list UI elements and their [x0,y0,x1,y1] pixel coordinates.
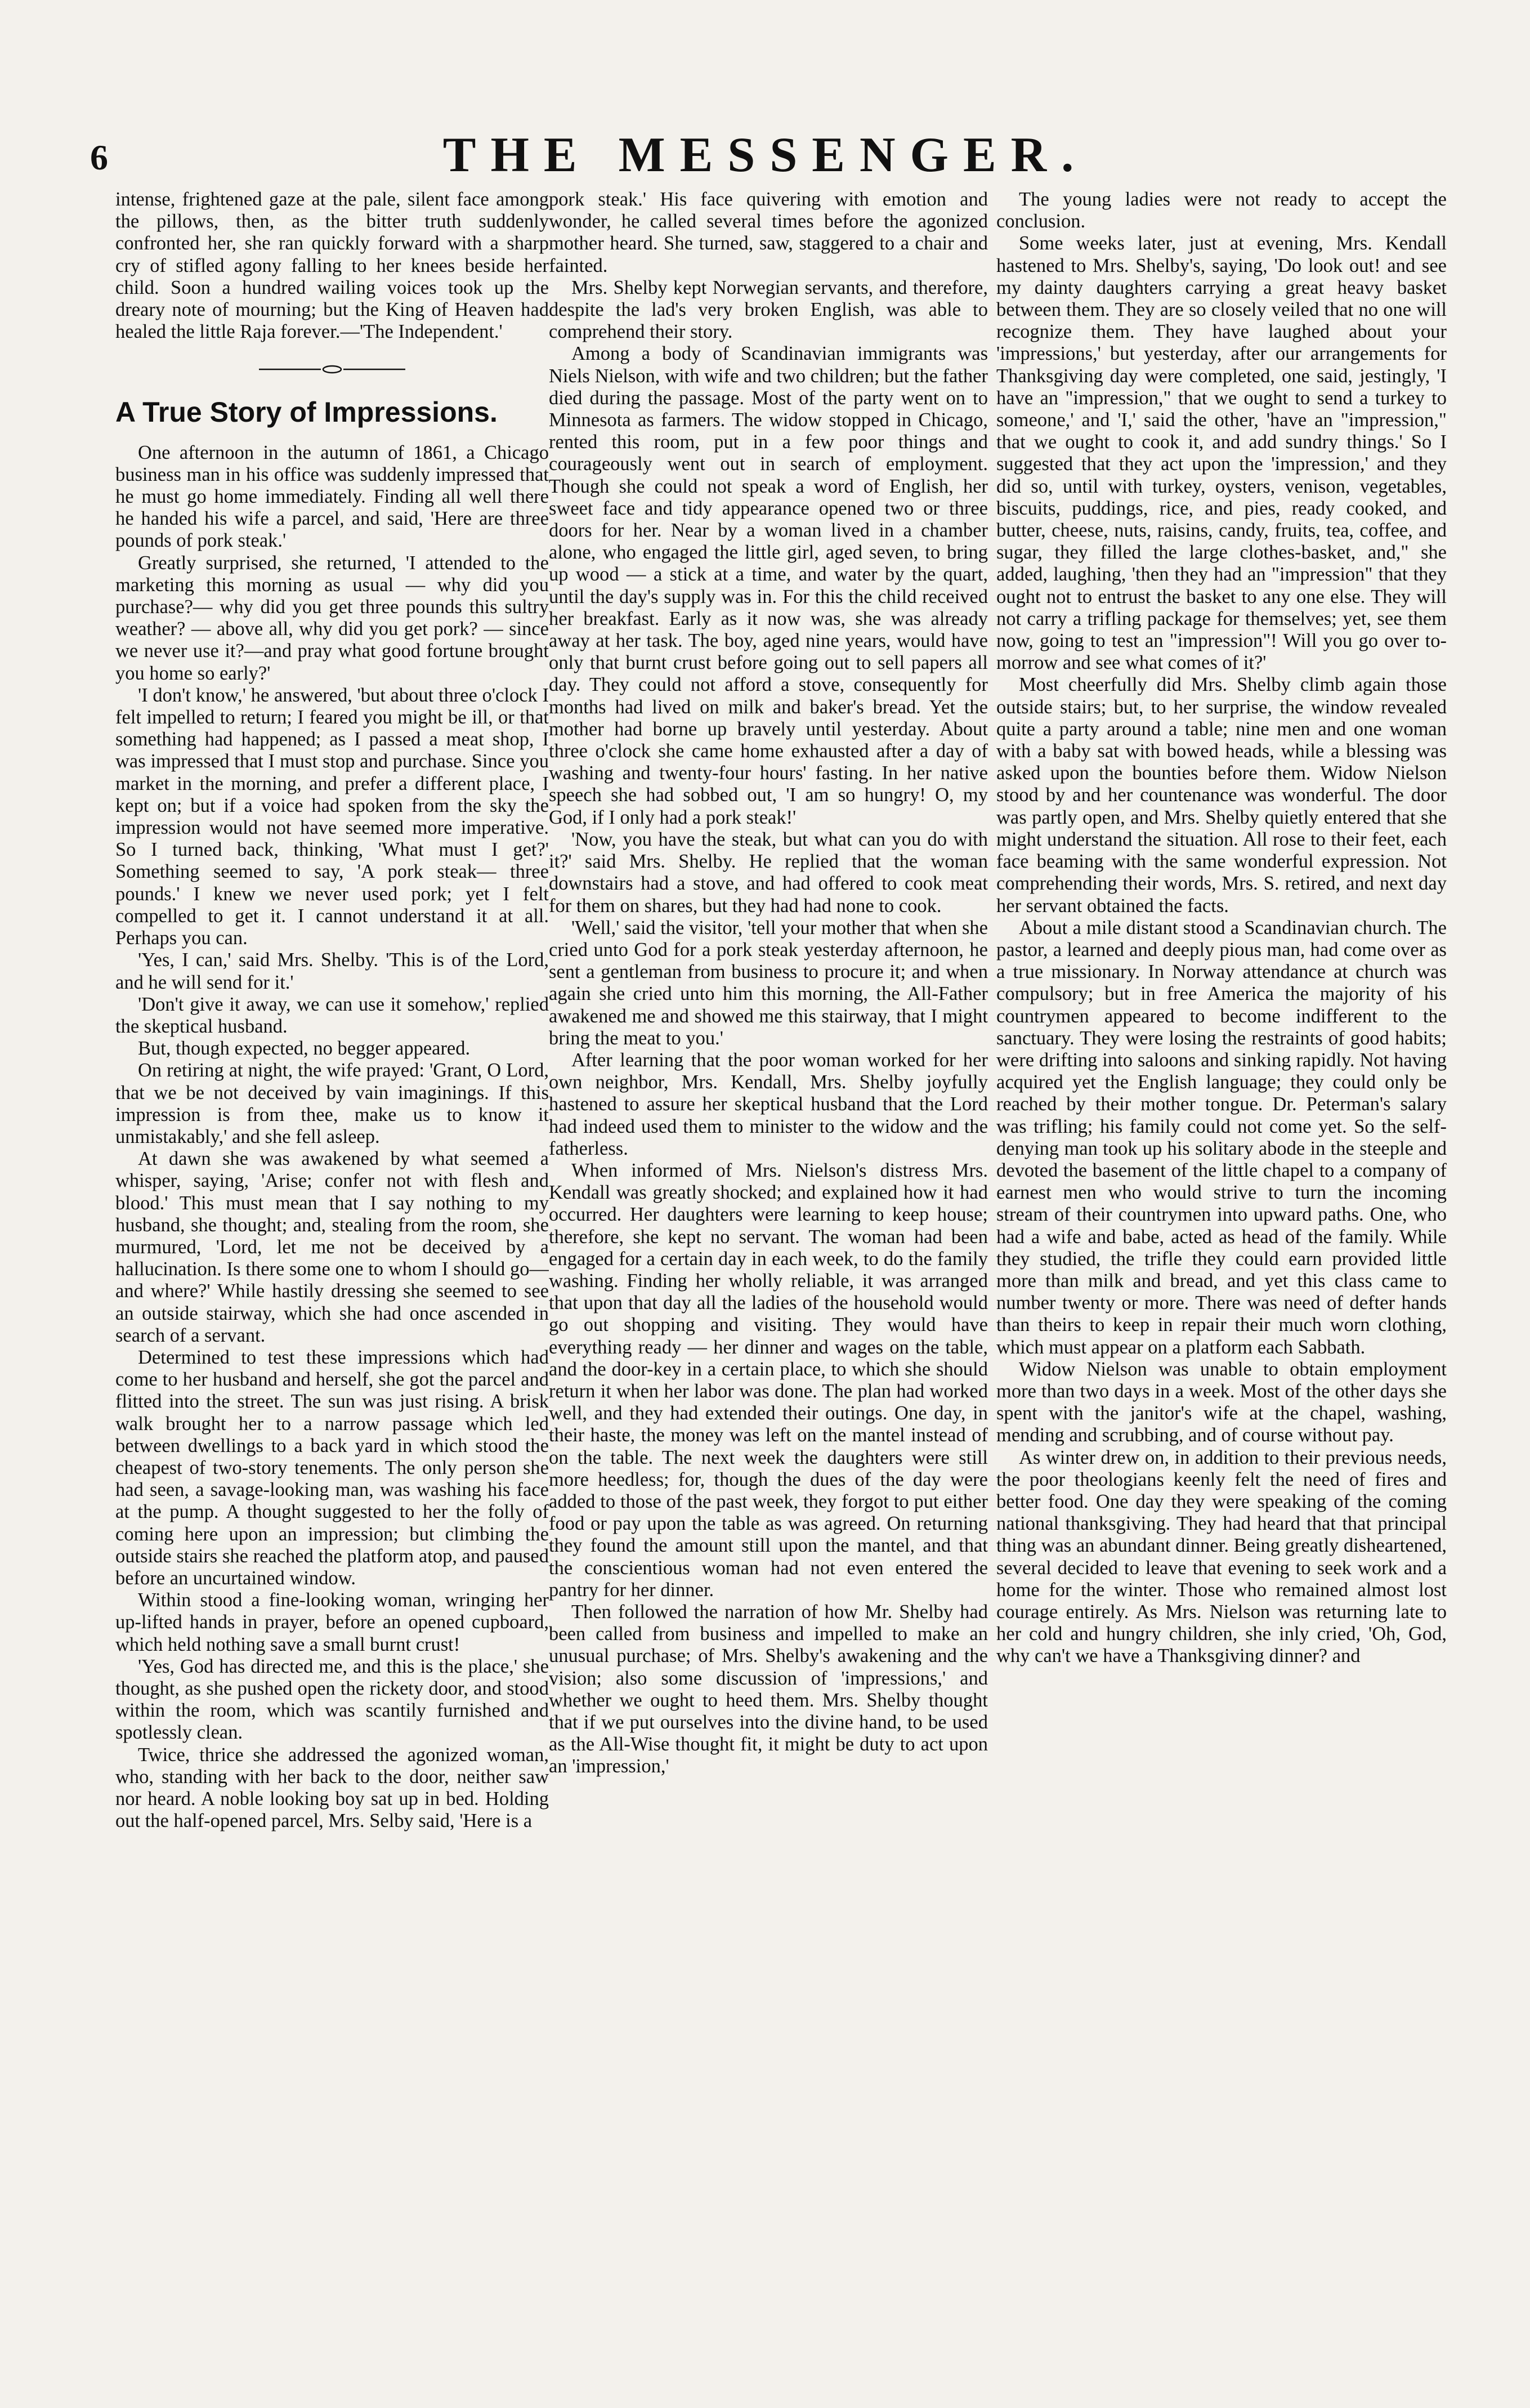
paragraph: Then followed the narration of how Mr. Shelby had been called from business and impelled to make an unusual purchase; of Mrs. Shelby's awakening and the vision; also some discussion of 'impressions,' and whether we ought to heed them. Mrs. Shelby thought that if we put ourselves into the divine hand, to be used as the All-Wise thought fit, it might be duty to act upon an 'impression,' [549,1601,988,1777]
ornamental-separator [115,358,549,379]
paragraph: On retiring at night, the wife prayed: 'Grant, O Lord, that we be not deceived by vain imaginings. If this impression is from thee, make us to know it unmistakably,' and she fell asleep. [115,1060,549,1147]
column-1 [115,189,549,2379]
paragraph: 'Now, you have the steak, but what can you do with it?' said Mrs. Shelby. He replied that the woman downstairs had a stove, and had offered to cook meat for them on shares, but they had had none to cook. [549,828,988,917]
paragraph: Among a body of Scandinavian immigrants was Niels Nielson, with wife and two children; but the father died during the passage. Most of the party went on to Minnesota as farmers. The widow stopped in Chicago, rented this room, put in a few poor things and courageously went out in search of employment. Though she could not speak a word of English, her sweet face and tidy appearance opened two or three doors for her. Near by a woman lived in a chamber alone, who engaged the little girl, aged seven, to bring up wood — a stick at a time, and water by the quart, until the day's supply was in. For this the child received her breakfast. Early as it now was, she was already away at her task. The boy, aged nine years, would have only that burnt crust before going out to sell papers all day. They could not afford a stove, consequently for months had lived on milk and baker's bread. Yet the mother had borne up bravely until yesterday. About three o'clock she came home exhausted after a day of washing and twenty-four hours' fasting. In her native speech she had sobbed out, 'I am so hungry! O, my God, if I only had a pork steak!' [549,343,988,828]
paragraph: Determined to test these impressions which had come to her husband and herself, she got the parcel and flitted into the street. The sun was just rising. A brisk walk brought her to a narrow passage which led between dwellings to a back yard in which stood the cheapest of two-story tenements. The only person she had seen, a savage-looking man, was washing his face at the pump. A thought suggested to her the folly of coming here upon an impression; but climbing the outside stairs she reached the platform atop, and paused before an uncurtained window. [115,1346,549,1589]
paragraph: But, though expected, no begger appeared. [138,1038,471,1060]
paragraph: 'Yes, I can,' said Mrs. Shelby. 'This is of the Lord, and he will send for it.' [115,949,549,993]
newspaper-title: THE MESSENGER. [442,128,1089,182]
paragraph: Twice, thrice she addressed the agonized woman, who, standing with her back to the door, neither saw nor heard. A noble looking boy sat up in bed. Holding out the half-opened parcel, Mrs. Selby said, 'Here is a [115,1744,549,1832]
paragraph: About a mile distant stood a Scandinavian church. The pastor, a learned and deeply pious man, had come over as a true missionary. In Norway attendance at church was compulsory; but in free America the majority of his countrymen appeared to become indifferent to the sanctuary. They were losing the restraints of good habits; were drifting into saloons and sinking rapidly. Not having acquired yet the English language; they could only be reached by their mother tongue. Dr. Peterman's salary was trifling; his family could not come yet. So the self-denying man took up his solitary abode in the steeple and devoted the basement of the little chapel to a company of earnest men who would strive to turn the incoming stream of their countrymen into upward paths. One, who had a wife and babe, acted as head of the family. While they studied, the trifle they could earn provided little more than milk and bread, and yet this class came to number twenty or more. There was need of defter hands than theirs to keep in repair their much worn clothing, which must appear on a platform each Sabbath. [996,917,1447,1358]
paragraph: When informed of Mrs. Nielson's distress Mrs. Kendall was greatly shocked; and explained how it had occurred. Her daughters were learning to keep house; therefore, she kept no servant. The woman had been engaged for a certain day in each week, to do the family washing. Finding her wholly reliable, it was arranged that upon that day all the ladies of the household would go out shopping and visiting. They would have everything ready — her dinner and wages on the table, and the door-key in a certain place, to which she should return it when her labor was done. The plan had worked well, and they had extended their outings. One day, in their haste, the money was left on the mantel instead of on the table. The next week the daughters were still more heedless; for, though the dues of the day were added to those of the past week, they forgot to put either food or pay upon the table as was agreed. On returning they found the amount still upon the mantel, and that the conscientious woman had not even entered the pantry for her dinner. [549,1159,988,1601]
paragraph: Within stood a fine-looking woman, wringing her up-lifted hands in prayer, before an opened cupboard, which held nothing save a small burnt crust! [115,1589,549,1655]
paragraph: Mrs. Shelby kept Norwegian servants, and therefore, despite the lad's very broken English, was able to comprehend their story. [549,276,988,343]
paragraph: After learning that the poor woman worked for her own neighbor, Mrs. Kendall, Mrs. Shelby joyfully hastened to assure her skeptical husband that the Lord had indeed used them to minister to the widow and the fatherless. [549,1049,988,1159]
paragraph: Some weeks later, just at evening, Mrs. Kendall hastened to Mrs. Shelby's, saying, 'Do look out! and see my dainty daughters carrying a great heavy basket between them. They are so closely veiled that no one will recognize them. They have laughed about your 'impressions,' but yesterday, after our arrangements for Thanksgiving day were completed, one said, jestingly, 'I have an "impression," that we ought to send a turkey to someone,' and 'I,' said the other, 'have an "impression," that we ought to cook it, and add sundry things.' So I suggested that they act upon the 'impression,' and they did so, until with turkey, oysters, venison, vegetables, biscuits, puddings, rice, and pies, ready cooked, and butter, cheese, nuts, raisins, candy, fruits, tea, coffee, and sugar, they filled the large clothes-basket, and," she added, laughing, 'then they had an "impression" that they ought not to entrust the basket to any one else. They will not carry a trifling package for themselves; yet, see them now, going to test an "impression"! Will you go over to-morrow and see what comes of it?' [996,233,1447,674]
paragraph: At dawn she was awakened by what seemed a whisper, saying, 'Arise; confer not with flesh and blood.' This must mean that I say nothing to my husband, she thought; and, stealing from the room, she murmured, 'Lord, let me not be deceived by a hallucination. Is there some one to whom I should go—and where?' While hastily dressing she seemed to see an outside stairway, which she had once ascended in search of a servant. [115,1148,549,1346]
paragraph: Widow Nielson was unable to obtain employment more than two days in a week. Most of the other days she spent with the janitor's wife at the chapel, washing, mending and scrubbing, and of course without pay. [996,1358,1447,1446]
paragraph: 'Well,' said the visitor, 'tell your mother that when she cried unto God for a pork steak yesterday afternoon, he sent a gentleman from business to procure it; and when again she cried unto him this morning, the All-Father awakened me and showed me this stairway, that I might bring the meat to you.' [549,917,988,1049]
paragraph: The young ladies were not ready to accept the conclusion. [996,189,1447,233]
page-number: 6 [90,137,108,177]
paragraph: 'Don't give it away, we can use it somehow,' replied the skeptical husband. [115,993,549,1037]
paragraph: 'I don't know,' he answered, 'but about three o'clock I felt impelled to return; I feared you might be ill, or that something had happened; as I passed a meat shop, I was impressed that I must stop and purchase. Since you market in the morning, and prefer a different place, I kept on; but if a voice had spoken from the sky the impression would not have seemed more imperative. So I turned back, thinking, 'What must I get?' Something seemed to say, 'A pork steak— three pounds.' I knew we never used pork; yet I felt compelled to get it. I cannot understand it at all. Perhaps you can. [115,684,549,949]
paragraph: Greatly surprised, she returned, 'I attended to the marketing this morning as usual — why did you purchase?— why did you get three pounds this sultry weather? — above all, why did you get pork? — since we never use it?—and pray what good fortune brought you home so early?' [115,552,549,684]
paragraph: One afternoon in the autumn of 1861, a Chicago business man in his office was suddenly impressed that he must go home immediately. Finding all well there he handed his wife a parcel, and said, 'Here are three pounds of pork steak.' [115,441,549,552]
continued-paragraph: intense, frightened gaze at the pale, silent face among the pillows, then, as the bitter truth suddenly confronted her, she ran quickly forward with a sharp cry of stifled agony falling to her knees beside her child. Soon a hundred wailing voices took up the dreary note of mourning; but the King of Heaven had healed the little Raja forever.—'The Independent.' [115,189,549,343]
paragraph: As winter drew on, in addition to their previous needs, the poor theologians keenly felt the need of fires and better food. One day they were speaking of the coming national thanksgiving. They had heard that that principal thing was an abundant dinner. Being greatly disheartened, several decided to leave that evening to seek work and a home for the winter. Those who remained almost lost courage entirely. As Mrs. Nielson was returning late to her cold and hungry children, she inly cried, 'Oh, God, why can't we have a Thanksgiving dinner? and [996,1446,1447,1667]
masthead [90,127,1441,189]
column-2 [549,189,988,2379]
column-3 [996,189,1447,2379]
paragraph: 'Yes, God has directed me, and this is the place,' she thought, as she pushed open the rickety door, and stood within the room, which was scantily furnished and spotlessly clean. [115,1655,549,1744]
article-title: A True Story of Impressions. [115,396,498,428]
paragraph: pork steak.' His face quivering with emotion and wonder, he called several times before the agonized mother heard. She turned, saw, staggered to a chair and fainted. [549,189,988,276]
paragraph: Most cheerfully did Mrs. Shelby climb again those outside stairs; but, to her surprise, the window revealed quite a party around a table; nine men and one woman with a baby sat with bowed heads, while a blessing was asked upon the bounties before them. Widow Nielson stood by and her countenance was wonderful. The door was partly open, and Mrs. Shelby quietly entered that she might understand the situation. All rose to their feet, each face beaming with the same wonderful expression. Not comprehending their words, Mrs. S. retired, and next day her servant obtained the facts. [996,674,1447,917]
